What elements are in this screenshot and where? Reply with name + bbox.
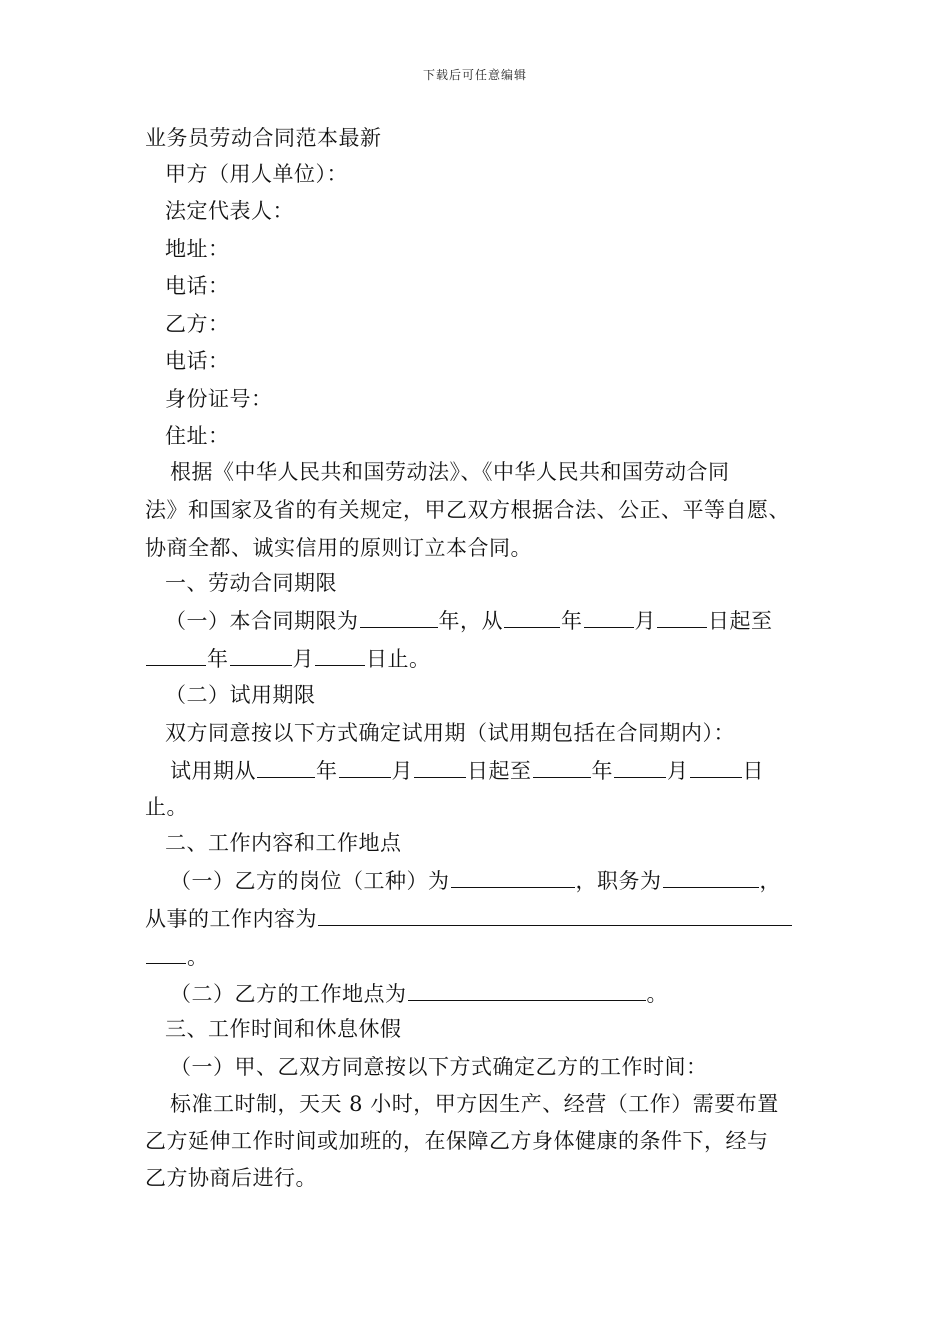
standard-hours-line-3: 乙方协商后进行。 (145, 1166, 317, 1190)
field-party-b: 乙方： (165, 312, 230, 336)
field-legal-rep: 法定代表人： (165, 199, 294, 223)
intro-line-2: 法》和国家及省的有关规定，甲乙双方根据合法、公正、平等自愿、 (145, 498, 790, 522)
worktime-line: （一）甲、乙双方同意按以下方式确定乙方的工作时间： (170, 1055, 708, 1079)
field-residence: 住址： (165, 424, 230, 448)
blank-start-year[interactable] (504, 607, 560, 628)
intro-line-3: 协商全都、诚实信用的原则订立本合同。 (145, 536, 532, 560)
document-title: 业务员劳动合同范本最新 (145, 126, 382, 150)
standard-hours-line-2: 乙方延伸工作时间或加班的，在保障乙方身体健康的条件下，经与 (145, 1129, 769, 1153)
blank-duties[interactable] (318, 905, 792, 926)
position-line: （一）乙方的岗位（工种）为 ，职务为 ， (170, 869, 781, 893)
blank-position[interactable] (451, 867, 575, 888)
blank-end-day[interactable] (315, 645, 365, 666)
blank-workplace[interactable] (408, 980, 646, 1001)
field-address: 地址： (165, 237, 230, 261)
blank-trial-end-day[interactable] (690, 757, 742, 778)
trial-line-1: 试用期从 年 月 日起至 年 月 日 (170, 759, 764, 783)
blank-duties-cont[interactable] (146, 943, 186, 964)
term-line-2: 年 月 日止。 (145, 645, 431, 672)
blank-start-month[interactable] (584, 607, 634, 628)
trial-line-2: 止。 (145, 795, 188, 819)
blank-years[interactable] (360, 607, 438, 628)
blank-end-year[interactable] (146, 645, 206, 666)
blank-start-day[interactable] (657, 607, 707, 628)
blank-trial-start-month[interactable] (339, 757, 391, 778)
trial-heading: （二）试用期限 (165, 683, 316, 707)
blank-end-month[interactable] (230, 645, 292, 666)
page-header: 下载后可任意编辑 (422, 68, 527, 82)
field-phone-a: 电话： (165, 274, 230, 298)
section-2-heading: 二、工作内容和工作地点 (165, 831, 402, 855)
field-party-a: 甲方（用人单位）： (165, 162, 348, 186)
duties-line: 从事的工作内容为 (145, 905, 793, 932)
section-1-heading: 一、劳动合同期限 (165, 571, 337, 595)
workplace-line: （二）乙方的工作地点为 。 (170, 982, 668, 1006)
duties-line-end: 。 (145, 943, 209, 970)
blank-trial-start-year[interactable] (257, 757, 315, 778)
term-line-1: （一）本合同期限为 年，从 年 月 日起至 (165, 609, 773, 633)
blank-job-title[interactable] (663, 867, 759, 888)
intro-line-1: 根据《中华人民共和国劳动法》、《中华人民共和国劳动合同 (170, 460, 730, 484)
standard-hours-line-1: 标准工时制，天天 8 小时，甲方因生产、经营（工作）需要布置 (170, 1092, 779, 1116)
blank-trial-end-year[interactable] (533, 757, 591, 778)
blank-trial-end-month[interactable] (614, 757, 666, 778)
field-id-number: 身份证号： (165, 387, 273, 411)
blank-trial-start-day[interactable] (414, 757, 466, 778)
trial-intro: 双方同意按以下方式确定试用期（试用期包括在合同期内）： (165, 721, 735, 745)
section-3-heading: 三、工作时间和休息休假 (165, 1017, 402, 1041)
field-phone-b: 电话： (165, 349, 230, 373)
